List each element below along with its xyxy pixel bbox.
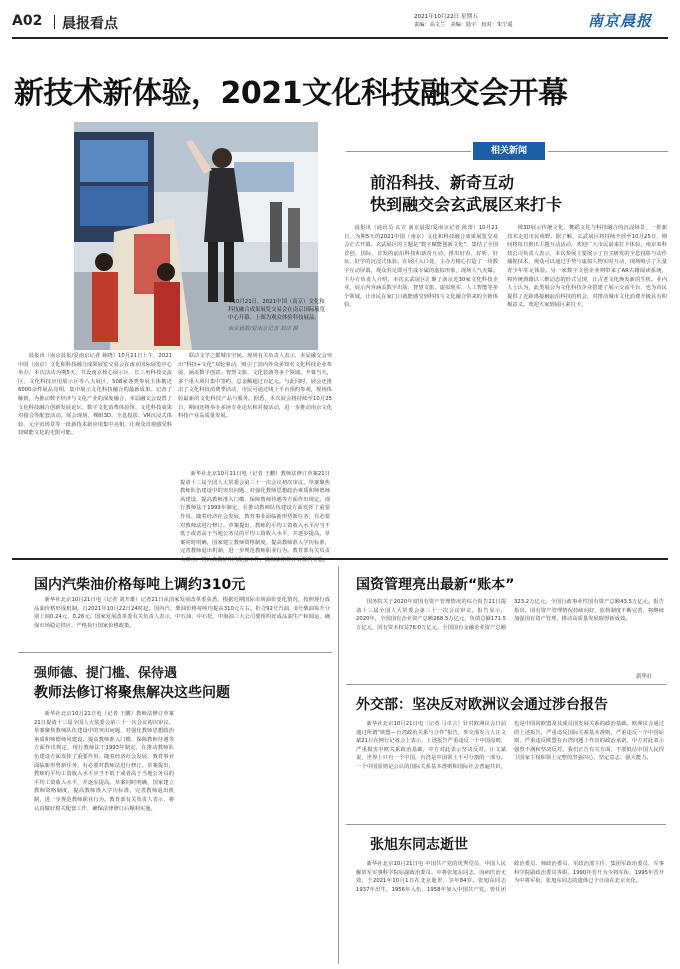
assets-body-text: 国务院关于2020年度国有资产管理情况的综合报告21日提请十三届全国人大常委会第三十一次会议审议。报告显示，2020年，全国国有企业资产总额268.5万亿元，负债总额171.5万亿元，国有资本权益76.0万亿元。全国国有金融企业资产总额323.2万亿元。全国行政事业性国有资产总额43.5万亿元。报告指出，国有资产管理情况持续向好，监督制度不断完善，将继续加强国有资产管理，推动高质量发展取得新成效。	[356, 599, 664, 631]
teacher-title: 教师法修订将聚焦解决这些问题	[34, 685, 230, 701]
oil-title: 国内汽柴油价格每吨上调约310元	[34, 577, 246, 593]
teacher-body-text: 新华社北京10月21日电（记者 王鹏）教师法修订草案21日提请十三届全国人大常委会第三十一次会议初次审议。草案聚焦教师队伍建设中的突出问题，对强化教师思想政治素质和师德师风建设、提高教师准入门槛、保障教师待遇等方面作出规定。现行教师法于1993年制定，在推动教师队伍建设方面发挥了重要作用。随着经济社会发展，教育事业面临新形势新任务，有必要对教师法进行修订。草案提出，教师的平均工资收入水平应当不低于或者高于当地公务员的平均工资收入水平，并逐步提高。草案同时明确，国家建立教师资格制度，提高教师准入学历标准，完善教师退出机制，进一步规范教师职业行为。教育部有关负责人表示，将认真做好相关配套工作，确保法律修订后顺利实施。	[34, 711, 174, 812]
sidebar-title-line1: 前沿科技、新奇互动	[370, 173, 515, 192]
issue-date: 2021年10月22日 星期五	[414, 14, 478, 20]
teacher-kicker: 强师德、提门槛、保待遇	[34, 666, 178, 681]
newspaper-logo: 南京晨报	[588, 12, 653, 30]
sidebar-tag-rule-right	[548, 151, 668, 152]
related-news-tag	[473, 142, 545, 160]
foreign-body-text: 新华社北京10月21日电（记者 马卓言）针对欧洲议会日前通过所谓“欧盟—台湾政治关系与合作”报告，外交部发言人汪文斌21日在例行记者会上表示，上述报告严重违反一个中国原则，严重损害中欧关系政治基础，中方对此表示坚决反对。汪文斌说，世界上只有一个中国，台湾是中国领土不可分割的一部分。一个中国原则是公认的国际关系基本准则和国际社会普遍共识，也是中国同欧盟及其成员国发展关系的政治基础。欧洲议会通过的上述报告，严重违反国际关系基本准则，严重违反一个中国原则，严重违反欧盟在台湾问题上作出的政治承诺，中方对此表示强烈不满和坚决反对。我们正告有关方面，不要低估中国人民捍卫国家主权和领土完整的坚强决心、坚定意志、强大能力。	[356, 721, 664, 770]
photo-caption-text: ↑10月21日，2021中国（南京）文化和科技融合成果展览交易会在南京国际展览中心开幕。上图为观众体验科技展品。	[228, 299, 326, 322]
sidebar-title	[370, 172, 660, 216]
assets-body	[356, 598, 664, 668]
sidebar-body-text-1: 晨报讯（通讯员 玄宣 南京晨报/爱南京记者 陈蕾）10月21日，为期5天的2021中国（南京）文化和科技融合成果展览交易会正式开幕。玄武展区的主题是“数字赋能创新文化”，集结了全国首创、国际、首发的前沿科技和新奇互动，推出好看、好听、好玩、好学的沉浸式体验。在展区入口处，主办方精心打造了一块数字互动屏幕，观众驻足即可生成专属的虚拟形象，现场人气火爆。主办方负责人介绍，本次玄武展区汇聚了南京近30家文化科技企业，展示内容涵盖数字出版、智慧文旅、虚拟现实、人工智能等多个领域，让市民在家门口就能感受到科技与文化融合带来的全新体验。	[344, 225, 498, 309]
column-divider	[338, 566, 339, 964]
mid-rule	[12, 558, 668, 560]
assets-credit: 新华社	[636, 674, 653, 680]
photo-credit: 南京晨报/爱南京记者 胡洋 摄	[228, 325, 298, 332]
lead-headline: 新技术新体验，2021文化科技融交会开幕	[14, 76, 568, 111]
foreign-title: 外交部：坚决反对欧洲议会通过涉台报告	[356, 697, 608, 713]
teacher-body-text-cont: 新华社北京10月21日电（记者 王鹏）教师法修订草案21日提请十三届全国人大常委会第三十一次会议初次审议。草案聚焦教师队伍建设中的突出问题，对强化教师思想政治素质和师德师风建设、提高教师准入门槛、保障教师待遇等方面作出规定。现行教师法于1993年制定，在推动教师队伍建设方面发挥了重要作用。随着经济社会发展，教育事业面临新形势新任务，有必要对教师法进行修订。草案提出，教师的平均工资收入水平应当不低于或者高于当地公务员的平均工资收入水平，并逐步提高。草案同时明确，国家建立教师资格制度，提高教师准入学历标准，完善教师退出机制，进一步规范教师职业行为。教育部有关负责人表示，将认真做好相关配套工作，确保法律修订后顺利实施。	[180, 471, 330, 563]
obit-title: 张旭东同志逝世	[370, 837, 468, 853]
obit-body	[356, 860, 664, 960]
sidebar-body-text-2: 裸3D展示传统文化、舞蹈文化与科技融合的沉浸场景，一批新技术走进市民视野。据了解，玄武展区将持续开放至10月25日，期间将每日推出主题互动活动，欢迎广大市民前来打卡体验。南京某科技公司负责人表示，本次参展主要展示了自主研发的全息投影与动作捕捉技术，观众可以通过手势与虚拟人物实时互动，现场吸引了大量青少年驻足体验。另一家数字文创企业则带来了AR古籍阅读系统，将传统典籍以三维动态的形式呈现，让古老文化焕发新的生机。业内人士认为，此类展会为文化科技企业搭建了展示交流平台，也为市民提供了近距离接触前沿科技的机会，对推动城市文化消费升级具有积极意义。欢迎大家到展区来打卡。	[507, 225, 667, 309]
sidebar-body-col1	[344, 224, 498, 550]
photo-caption	[228, 298, 328, 333]
header-rule	[12, 37, 668, 39]
page-header	[12, 10, 668, 38]
foreign-body	[356, 720, 664, 816]
oil-divider	[18, 652, 332, 653]
oil-body-text: 新华社北京10月21日电（记者 刘开雄）记者21日从国家发展改革委获悉，根据近期国际市场油价变化情况，按照现行成品油价格形成机制，自2021年10月22日24时起，国内汽、柴油价格每吨均提高310元左右。折合92号汽油、0号柴油每升分别上调0.24元、0.26元。国家发展改革委有关负责人表示，中石油、中石化、中海油三大公司要组织好成品油生产和调运，确保市场稳定供应，严格执行国家价格政策。	[34, 597, 330, 629]
oil-body	[34, 596, 330, 646]
sidebar-body-col2	[507, 224, 667, 550]
lead-body-text-1: 晨报讯（南京晨报/爱南京记者 蒋晓）10月21日上午，2021中国（南京）文化和科技融合成果展览交易会在南京国际展览中心举办。本次活动为期5天，共设南京核心展示区、长三角科技交流区、文化科技应用展示区等八大展区，508家各类参展主体携近6000余件展品亮相，集中展示文化科技融合的最新成果。记者了解到，为推动数字经济与文化产业的深度融合，本届融交会设置了文化科技融合创新发展论坛、数字文化消费体验馆、文化科技成果对接会等配套活动。展会现场，裸眼3D、全息投影、VR沉浸式体验、元宇宙场景等一批新技术新应用集中亮相，让观众直观感受科技赋能文化的无限可能。	[18, 353, 172, 437]
page-number: A02	[12, 13, 43, 29]
header-divider	[54, 15, 55, 29]
section-name: 晨报看点	[62, 16, 118, 32]
lead-body-col1	[18, 352, 172, 548]
assets-divider	[346, 684, 666, 685]
obit-body-text: 新华社北京10月21日电 中国共产党的优秀党员，中国人民解放军军事科学院原副政治委员、中将张旭东同志，因病医治无效，于2021年10月1日在北京逝世，享年84岁。张旭东同志1937年出生，1956年入伍，1958年加入中国共产党。曾任团政治委员、师政治委员、军政治部主任、集团军政治委员、军事科学院副政治委员等职。1990年晋升为少将军衔，1995年晋升为中将军衔。张旭东同志的遗体已于日前在北京火化。	[356, 861, 664, 893]
lead-body-text-2: 联动文学之都城市空间。现场有关负责人表示，本届融交会突出“科技+文化”双轮驱动，吸引了国内外众多知名文化科技企业参展，涵盖数字创意、智慧文旅、文化装备等多个领域。开幕当天，多个重大项目集中签约，总金额超过百亿元。与此同时，展会还推出了文化科技消费季活动，市民可通过线上平台预约参观，现场体验最新的文化科技产品与服务。据悉，本次展会将持续至10月25日，期间还将举办多场专业论坛和对接活动，进一步推动南京文化科技产业高质量发展。	[178, 353, 332, 420]
related-news-label: 相关新闻	[490, 146, 527, 156]
sidebar-tag-rule	[346, 151, 471, 152]
editor-credits: 责编：高文兰 美编：陆宇 校对：朱宁遥	[414, 22, 513, 28]
foreign-divider	[346, 824, 666, 825]
teacher-body-col1	[34, 710, 174, 962]
sidebar-title-line2: 快到融交会玄武展区来打卡	[370, 195, 563, 214]
assets-title: 国资管理亮出最新“账本”	[356, 577, 515, 593]
